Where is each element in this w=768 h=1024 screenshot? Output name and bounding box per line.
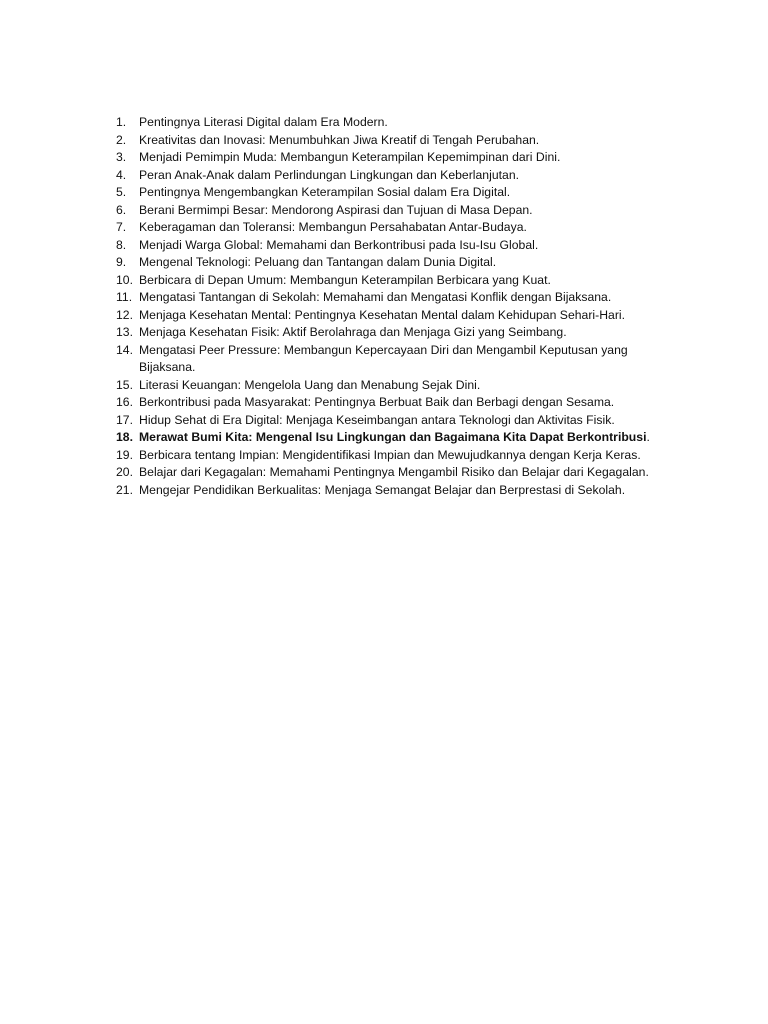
item-text: Mengejar Pendidikan Berkualitas: Menjaga Semangat Belajar dan Berprestasi di Sekolah. (139, 482, 626, 497)
list-item-7 (112, 219, 692, 237)
list-item-13 (112, 324, 692, 342)
item-number: 19. (116, 447, 134, 462)
item-text (139, 429, 679, 447)
list-item-10 (112, 272, 692, 290)
list-item-19 (112, 447, 692, 465)
list-item-18 (112, 429, 692, 447)
item-number: 11. (116, 290, 133, 304)
list-item-8 (112, 237, 692, 255)
item-number: 20. (116, 465, 134, 479)
list-item-11 (112, 289, 692, 307)
item-number: 17. (116, 412, 134, 427)
item-text: Belajar dari Kegagalan: Memahami Pentingnya Mengambil Risiko dan Belajar dari Kegagalan. (139, 465, 649, 479)
item-text-bold: Merawat Bumi Kita: Mengenal Isu Lingkungan dan Bagaimana Kita Dapat Berkontribusi (139, 430, 647, 444)
item-number: 14. (116, 342, 134, 357)
item-number: 10. (116, 272, 134, 287)
list-item-4 (112, 167, 692, 185)
item-text: Keberagaman dan Toleransi: Membangun Persahabatan Antar-Budaya. (139, 220, 527, 234)
item-number: 1. (116, 115, 127, 129)
topic-list (112, 114, 692, 499)
item-number: 12. (116, 307, 134, 322)
list-item-3 (112, 149, 692, 167)
list-item-17 (112, 412, 692, 430)
item-text: Berbicara di Depan Umum: Membangun Keterampilan Berbicara yang Kuat. (139, 272, 551, 287)
item-text: Mengenal Teknologi: Peluang dan Tantangan dalam Dunia Digital. (139, 255, 497, 269)
item-text: Pentingnya Literasi Digital dalam Era Modern. (139, 115, 388, 129)
item-number: 15. (116, 377, 134, 392)
item-number: 3. (116, 150, 127, 164)
item-number: 2. (116, 132, 127, 147)
item-text: Mengatasi Peer Pressure: Membangun Kepercayaan Diri dan Mengambil Keputusan yang Bijaksana. (139, 342, 628, 374)
item-number: 8. (116, 237, 127, 252)
item-text-period: . (646, 430, 650, 444)
item-text: Menjaga Kesehatan Fisik: Aktif Berolahraga dan Menjaga Gizi yang Seimbang. (139, 325, 567, 339)
list-item-15 (112, 377, 692, 395)
item-text: Peran Anak-Anak dalam Perlindungan Lingkungan dan Keberlanjutan. (139, 167, 520, 182)
item-number: 7. (116, 220, 127, 234)
list-item-20 (112, 464, 692, 482)
item-text: Menjadi Warga Global: Memahami dan Berkontribusi pada Isu-Isu Global. (139, 237, 539, 252)
item-number: 21. (116, 482, 134, 497)
list-item-1 (112, 114, 692, 132)
list-item-5 (112, 184, 692, 202)
item-text: Hidup Sehat di Era Digital: Menjaga Keseimbangan antara Teknologi dan Aktivitas Fisik. (139, 412, 615, 427)
list-item-12 (112, 307, 692, 325)
list-item-2 (112, 132, 692, 150)
item-text: Mengatasi Tantangan di Sekolah: Memahami dan Mengatasi Konflik dengan Bijaksana. (139, 290, 612, 304)
item-number: 6. (116, 202, 127, 217)
item-number: 16. (116, 395, 134, 409)
list-item-14 (112, 342, 692, 377)
item-number: 18. (116, 430, 134, 444)
item-text: Berbicara tentang Impian: Mengidentifikasi Impian dan Mewujudkannya dengan Kerja Keras. (139, 447, 641, 462)
list-item-16 (112, 394, 692, 412)
item-text: Pentingnya Mengembangkan Keterampilan Sosial dalam Era Digital. (139, 185, 511, 199)
item-number: 4. (116, 167, 127, 182)
item-text: Menjaga Kesehatan Mental: Pentingnya Kesehatan Mental dalam Kehidupan Sehari-Hari. (139, 307, 626, 322)
item-number: 9. (116, 255, 127, 269)
item-number: 5. (116, 185, 127, 199)
item-number: 13. (116, 325, 134, 339)
list-item-6 (112, 202, 692, 220)
list-item-21 (112, 482, 692, 500)
item-text: Berani Bermimpi Besar: Mendorong Aspirasi dan Tujuan di Masa Depan. (139, 202, 533, 217)
item-text: Kreativitas dan Inovasi: Menumbuhkan Jiwa Kreatif di Tengah Perubahan. (139, 132, 540, 147)
item-text: Berkontribusi pada Masyarakat: Pentingnya Berbuat Baik dan Berbagi dengan Sesama. (139, 395, 615, 409)
item-text: Literasi Keuangan: Mengelola Uang dan Menabung Sejak Dini. (139, 377, 481, 392)
item-text: Menjadi Pemimpin Muda: Membangun Keterampilan Kepemimpinan dari Dini. (139, 150, 561, 164)
list-item-9 (112, 254, 692, 272)
